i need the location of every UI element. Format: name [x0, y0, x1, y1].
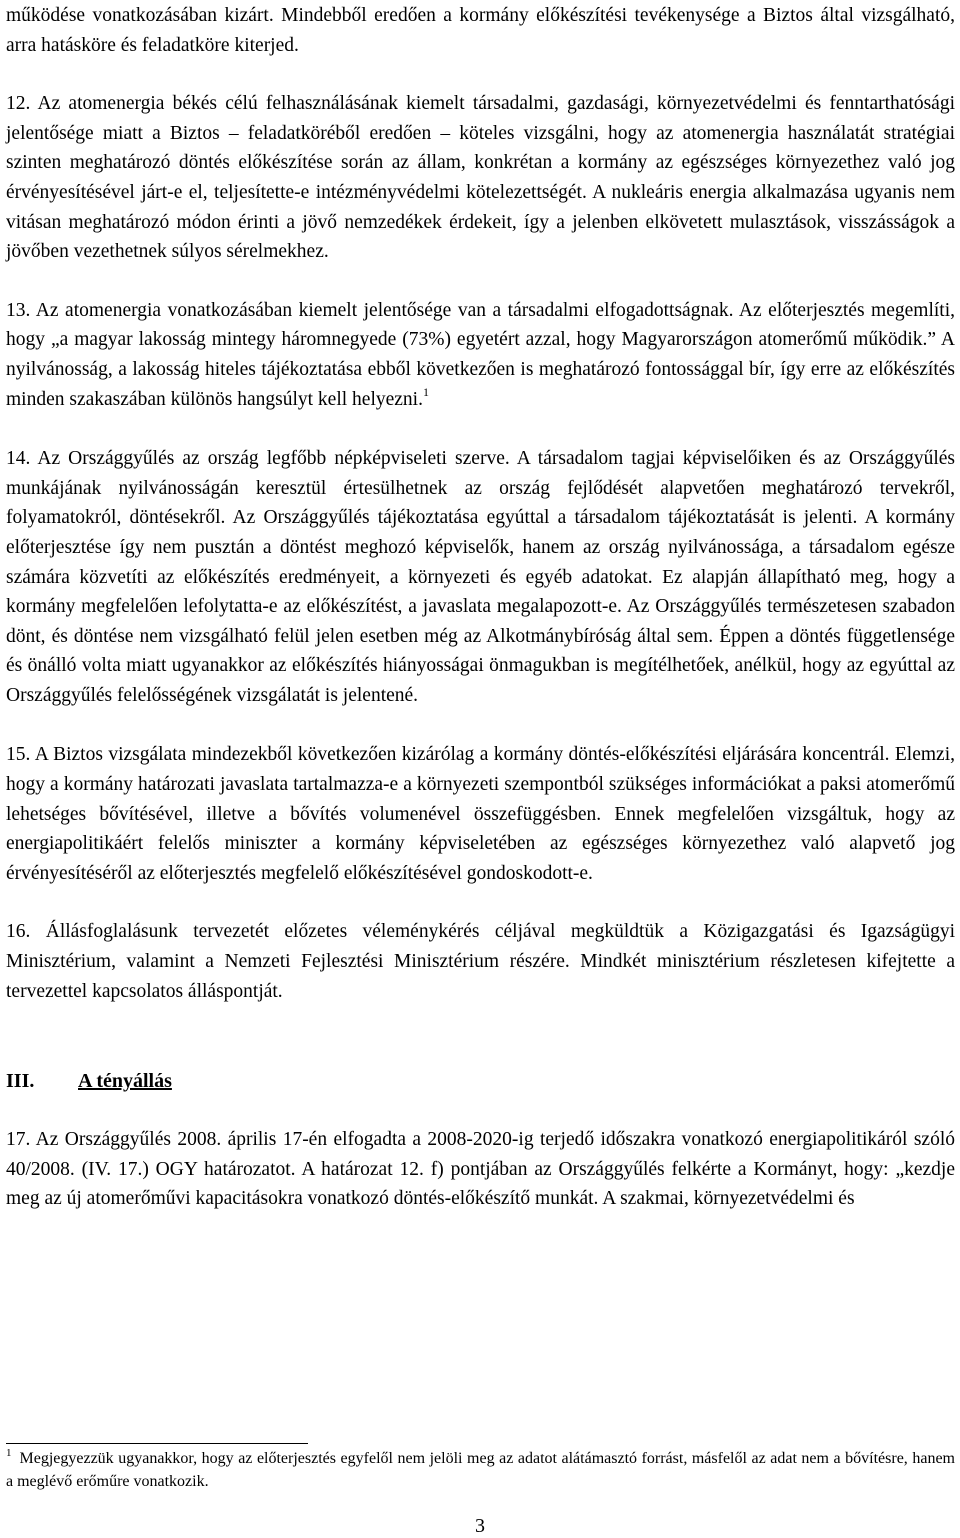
page-number: 3: [475, 1515, 485, 1537]
footnote: [6, 1447, 955, 1493]
paragraph-16: 16. Állásfoglalásunk tervezetét előzetes véleménykérés céljával megküldtük a Közigazgatási és Igazságügyi Minisztérium, valamint a Nemzeti Fejlesztési Minisztérium részére. Mindkét minisztérium részletesen kifejtette a tervezettel kapcsolatos álláspontját.: [6, 921, 955, 1002]
section-heading-number: III.: [6, 1070, 35, 1093]
section-heading: [6, 1066, 955, 1096]
paragraph-15: 15. A Biztos vizsgálata mindezekből következően kizárólag a kormány döntés-előkészítési eljárására koncentrál. Elemzi, hogy a kormány határozati javaslata tartalmazza-e a környezeti szempontból szükséges információkat a paksi atomerőmű lehetséges bővítésével, illetve a bővítés volumenével összefüggésben. Ennek megfelelően vizsgáltuk, hogy az energiapolitikáért felelős miniszter a kormány képviseletében az egészséges környezethez való alapvető jog érvényesítéséről az előterjesztés megfelelő előkészítésével gondoskodott-e.: [6, 744, 955, 884]
paragraph-intro: működése vonatkozásában kizárt. Mindebből eredően a kormány előkészítési tevékenysége a Biztos által vizsgálható, arra hatásköre és feladatköre kiterjed.: [6, 5, 955, 56]
paragraph-13-text: 13. Az atomenergia vonatkozásában kiemelt jelentősége van a társadalmi elfogadottságnak. Az előterjesztés megemlíti, hogy „a magyar lakosság mintegy háromnegyede (73%) egyetért azzal, hogy Magyarországon atomerőmű működik.” A nyilvánosság, a lakosság hiteles tájékoztatása ebből következően is meghatározó fontossággal bír, így erre az előkészítés minden szakaszában különös hangsúlyt kell helyezni.: [6, 299, 955, 410]
section-heading-title: A tényállás: [78, 1070, 172, 1093]
footnote-separator: [6, 1443, 308, 1444]
footnote-reference[interactable]: 1: [422, 384, 429, 399]
footnote-mark: 1: [6, 1447, 12, 1459]
paragraph-13: [6, 296, 955, 414]
paragraph-12-part-1: 12. Az atomenergia békés célú felhasználásának kiemelt társadalmi, gazdasági, környezetvédelmi és fenntarthatósági jelentősége miatt a Biztos – feladatköréből eredően – köteles vizsgálni, hogy az atomenergia használatát stratégiai szinten meghatározó döntés előkészítése során az állam, konkrétan a kormány az egészséges környezethez való jog érvényesítésével járt-e el, teljesítette-e intézményvédelmi kötelezettségét.: [6, 93, 955, 203]
paragraph-12: [6, 89, 955, 267]
paragraph-17: 17. Az Országgyűlés 2008. április 17-én elfogadta a 2008-2020-ig terjedő időszakra vonatkozó energiapolitikáról szóló 40/2008. (IV. 17.) OGY határozatot. A határozat 12. f) pontjában az Országgyűlés felkérte a Kormányt, hogy: „kezdje meg az új atomerőművi kapacitásokra vonatkozó döntés-előkészítő munkát. A szakmai, környezetvédelmi és: [6, 1129, 955, 1210]
paragraph-14: 14. Az Országgyűlés az ország legfőbb népképviseleti szerve. A társadalom tagjai képviselőiken és az Országgyűlés munkájának nyilvánosságán keresztül értesülhetnek az ország fejlődését alapvetően meghatározó tervekről, folyamatokról, döntésekről. Az Országgyűlés tájékoztatása egyúttal a társadalom tájékoztatását is jelenti. A kormány előterjesztése így nem pusztán a döntést meghozó képviselők, hanem az ország nyilvánossága, a társadalom egésze számára közvetíti az előkészítés eredményeit, a környezeti és egyéb adatokat. Ez alapján állapítható meg, hogy a kormány megfelelően lefolytatta-e az előkészítést, a javaslata megalapozott-e. Az Országgyűlés természetesen szabadon dönt, és döntése nem vizsgálható felül jelen esetben még az Alkotmánybíróság által sem. Éppen a döntés függetlensége és önálló volta miatt ugyanakkor az előkészítés hiányosságai önmagukban is megítélhetőek, anélkül, hogy az egyúttal az Országgyűlés felelősségének vizsgálatát is jelentené.: [6, 448, 955, 706]
document-body: [6, 0, 955, 1214]
paragraph-12-part-2: A nukleáris energia alkalmazása ugyanis nem vitásan meghatározó módon érinti a jövő nemzedékek érdekeit, így a jelenben elkövetett mulasztások, visszásságok a jövőben vezethetnek súlyos sérelmekhez.: [6, 181, 955, 263]
footnote-text: Megjegyezzük ugyanakkor, hogy az előterjesztés egyfelől nem jelöli meg az adatot alátámasztó forrást, másfelől az adat nem a bővítésre, hanem a meglévő erőműre vonatkozik.: [6, 1450, 955, 1490]
